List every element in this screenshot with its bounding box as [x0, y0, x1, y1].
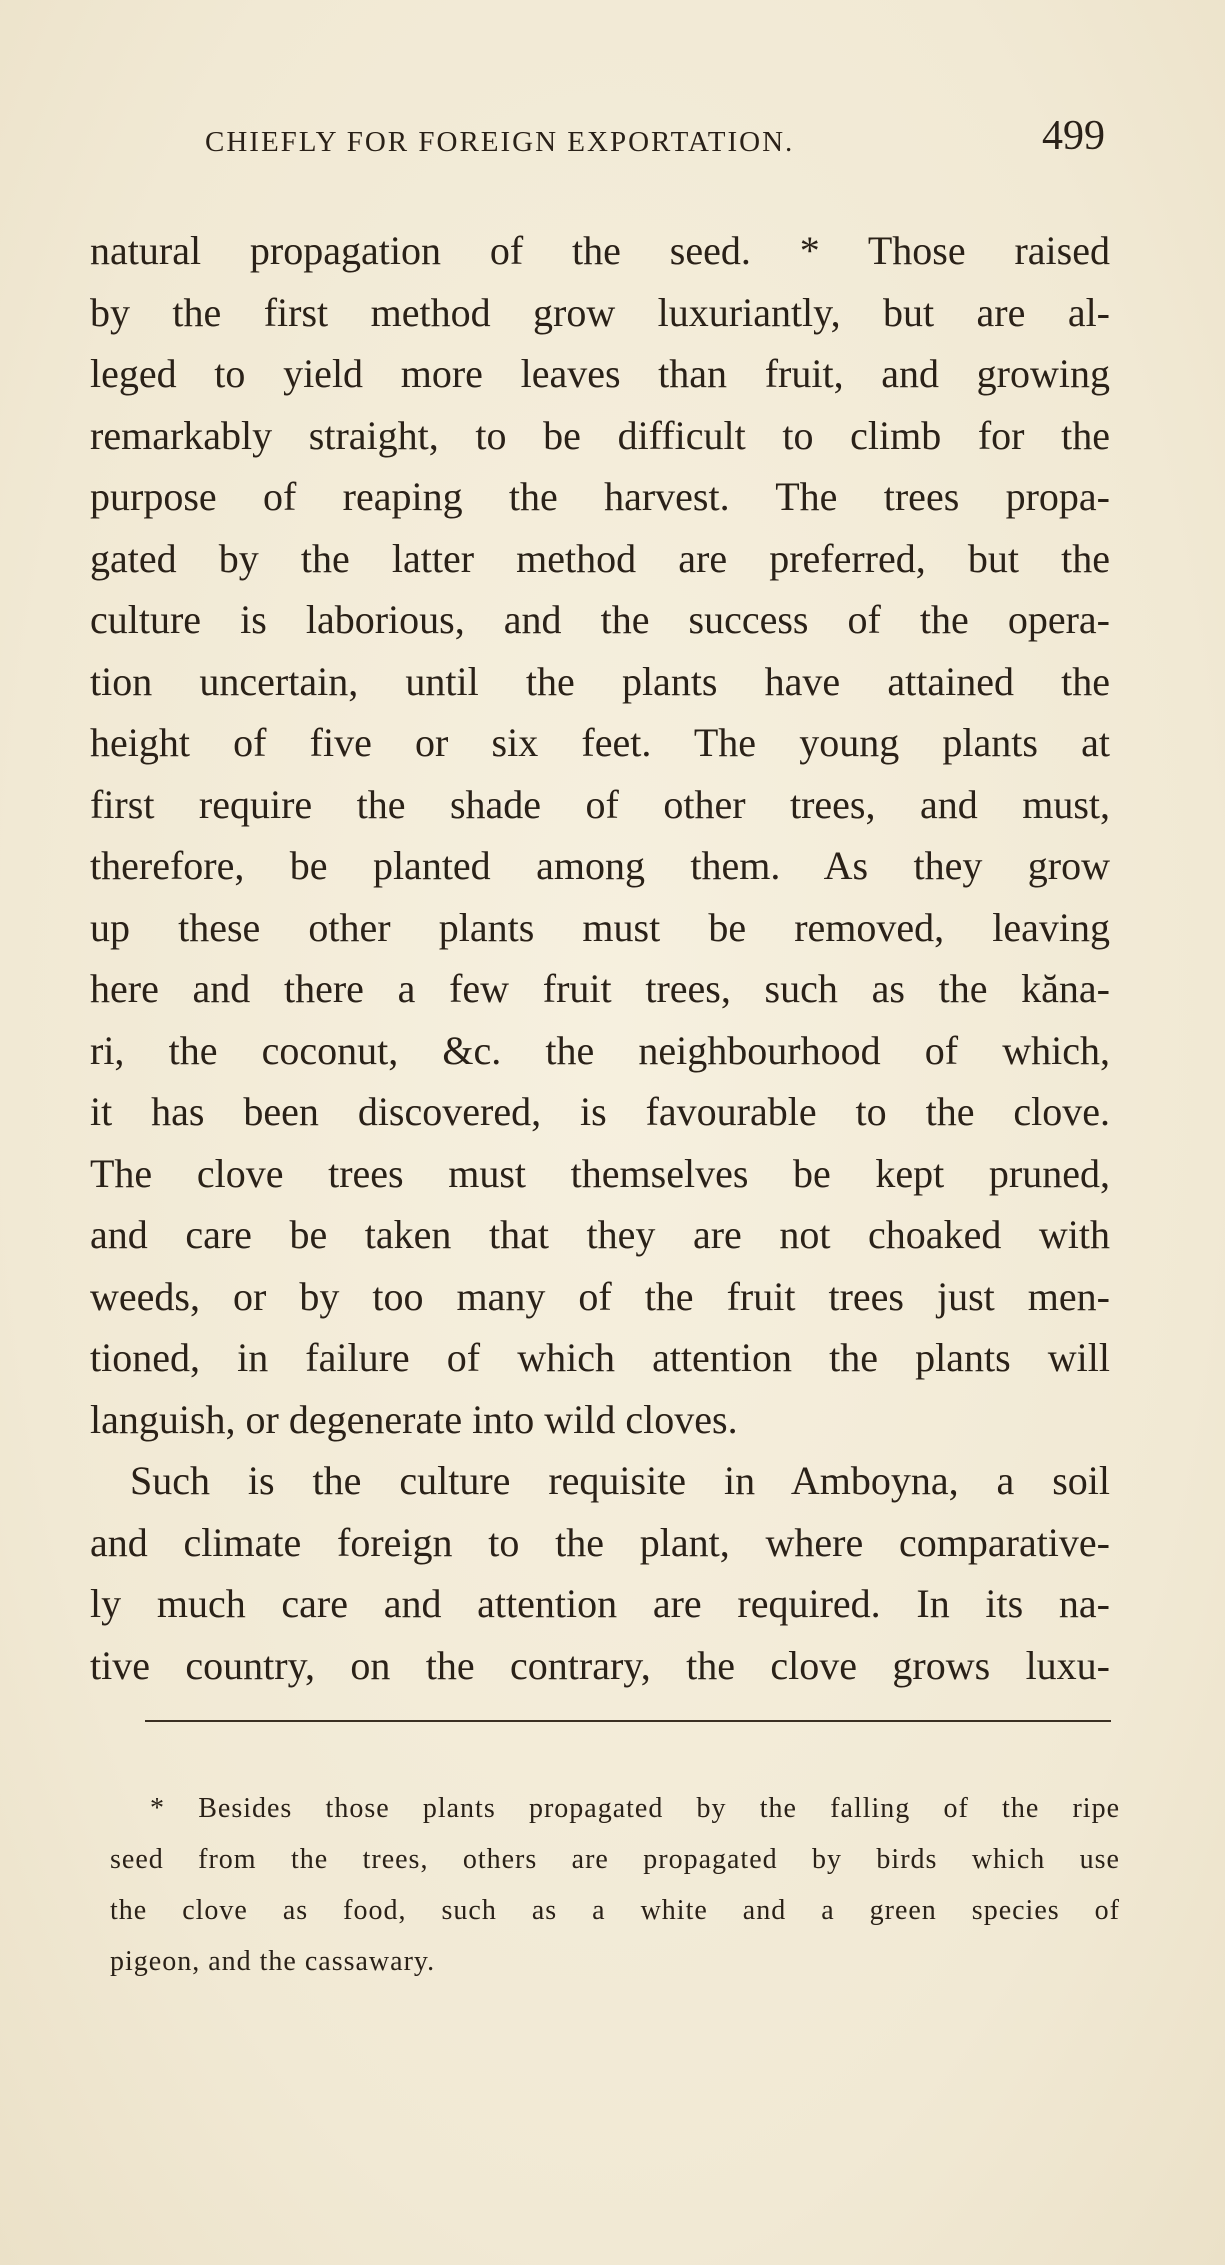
- text-line: up these other plants must be removed, leaving: [90, 904, 1110, 950]
- text-line: purpose of reaping the harvest. The trees propa-: [90, 474, 1110, 519]
- footnote-divider: [145, 1720, 1111, 1722]
- text-line: natural propagation of the seed. * Those raised: [90, 228, 1110, 273]
- text-line: by the first method grow luxuriantly, but are al-: [90, 289, 1110, 335]
- text-line: therefore, be planted among them. As they grow: [90, 843, 1110, 888]
- running-head: [205, 112, 1105, 172]
- footnote-line: the clove as food, such as a white and a green species of: [110, 1895, 1120, 1926]
- text-line: The clove trees must themselves be kept pruned,: [90, 1150, 1110, 1196]
- text-line: here and there a few fruit trees, such as the kăna-: [90, 966, 1110, 1011]
- text-line: weeds, or by too many of the fruit trees just men-: [90, 1273, 1110, 1319]
- text-line: tion uncertain, until the plants have attained the: [90, 658, 1110, 704]
- text-line: culture is laborious, and the success of the opera-: [90, 597, 1110, 642]
- text-line: height of five or six feet. The young plants at: [90, 720, 1110, 765]
- text-line: ri, the coconut, &c. the neighbourhood of which,: [90, 1027, 1110, 1073]
- text-line: tive country, on the contrary, the clove grows luxu-: [90, 1642, 1110, 1688]
- text-line: remarkably straight, to be difficult to climb for the: [90, 412, 1110, 458]
- running-head-title: CHIEFLY FOR FOREIGN EXPORTATION.: [205, 126, 795, 158]
- page-number: 499: [1042, 113, 1105, 159]
- text-line: it has been discovered, is favourable to the clove.: [90, 1089, 1110, 1134]
- footnote-line: * Besides those plants propagated by the falling of the ripe: [150, 1793, 1120, 1824]
- footnote-line: pigeon, and the cassawary.: [110, 1946, 436, 1977]
- text-line: gated by the latter method are preferred, but the: [90, 535, 1110, 581]
- text-line: leged to yield more leaves than fruit, and growing: [90, 351, 1110, 396]
- footnote-line: seed from the trees, others are propagated by birds which use: [110, 1844, 1120, 1875]
- text-line: Such is the culture requisite in Amboyna, a soil: [130, 1458, 1110, 1503]
- text-line: and care be taken that they are not choaked with: [90, 1212, 1110, 1257]
- text-line: languish, or degenerate into wild cloves.: [90, 1396, 738, 1442]
- text-line: first require the shade of other trees, and must,: [90, 781, 1110, 827]
- text-line: ly much care and attention are required. In its na-: [90, 1581, 1110, 1626]
- text-line: and climate foreign to the plant, where comparative-: [90, 1519, 1110, 1565]
- footnote: [110, 1783, 1120, 1987]
- body-text: [90, 220, 1110, 1696]
- text-line: tioned, in failure of which attention the plants will: [90, 1335, 1110, 1380]
